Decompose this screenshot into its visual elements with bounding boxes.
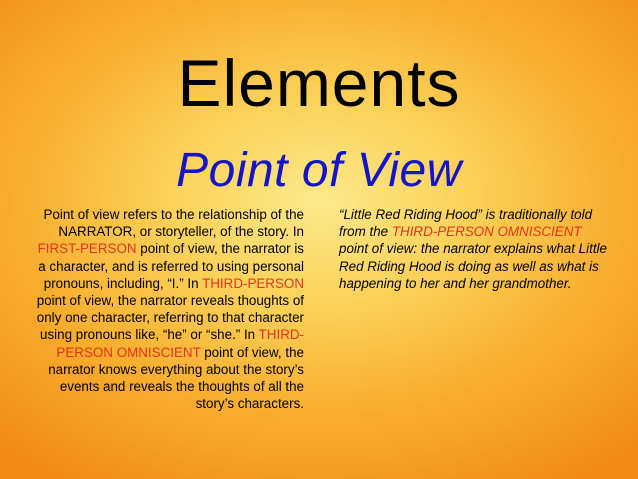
term-third-person: THIRD-PERSON xyxy=(202,275,304,291)
definition-text: point of view, the narrator knows everything about the story’s events and reveals the thoughts of all the story’s characters. xyxy=(48,344,304,412)
definition-text: Point of view refers to the relationship of the NARRATOR, or storyteller, of the story. In xyxy=(43,207,304,240)
example-text: “Little Red Riding Hood” is traditionally told from the xyxy=(339,207,593,240)
term-first-person: FIRST-PERSON xyxy=(37,241,137,257)
slide-title: Elements xyxy=(177,46,461,120)
definition-text: point of view, the narrator is a character, and is referred to using personal pronouns, including, “I.” In xyxy=(38,241,304,291)
definition-paragraph xyxy=(28,206,304,412)
definition-text: point of view, the narrator reveals thoughts of only one character, referring to that character using pronouns like, “he” or “she.” In xyxy=(36,293,304,343)
slide-subtitle: Point of View xyxy=(176,144,462,197)
example-paragraph xyxy=(339,206,607,292)
term-third-person-omniscient: THIRD-PERSON OMNISCIENT xyxy=(56,327,304,360)
example-term-third-person-omniscient: THIRD-PERSON OMNISCIENT xyxy=(391,224,582,240)
example-text: point of view: the narrator explains what Little Red Riding Hood is doing as well as what is happening to her and her grandmother. xyxy=(339,241,607,291)
